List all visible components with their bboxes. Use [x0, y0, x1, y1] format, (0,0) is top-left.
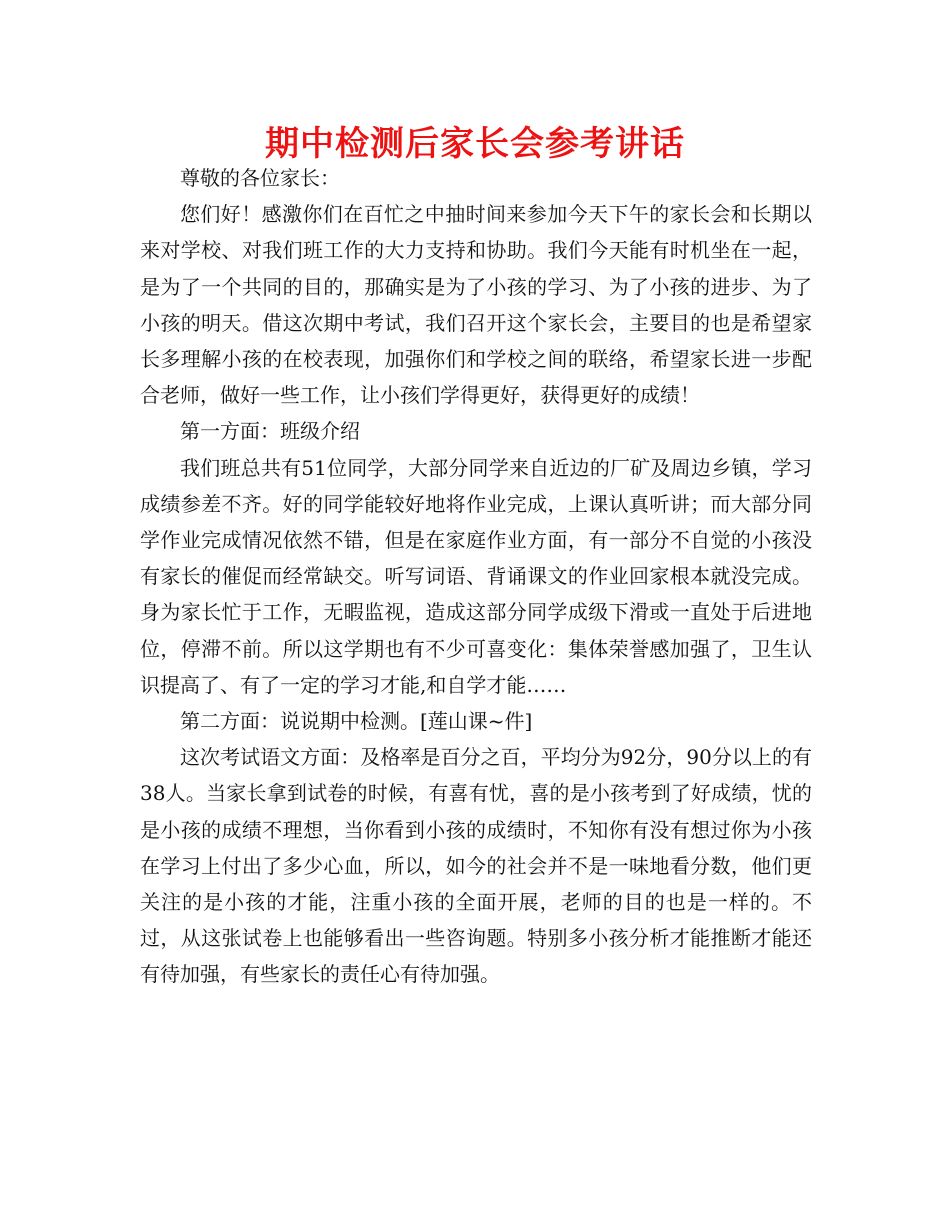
paragraph-midterm: 这次考试语文方面：及格率是百分之百，平均分为92分，90分以上的有38人。当家长拿到试卷的时候，有喜有忧，喜的是小孩考到了好成绩，忧的是小孩的成绩不理想，当你看到小孩的成绩时，不知你有没有想过你为小孩在学习上付出了多少心血，所以，如今的社会并不是一味地看分数，他们更关注的是小孩的才能，注重小孩的全面开展，老师的目的也是一样的。不过，从这张试卷上也能够看出一些咨询题。特别多小孩分析才能推断才能还有待加强，有些家长的责任心有待加强。 [140, 745, 812, 987]
document-title: 期中检测后家长会参考讲话 [265, 124, 685, 164]
paragraph-greeting: 您们好！感激你们在百忙之中抽时间来参加今天下午的家长会和长期以来对学校、对我们班工作的大力支持和协助。我们今天能有时机坐在一起，是为了一个共同的目的，那确实是为了小孩的学习、为了小孩的进步、为了小孩的明天。借这次期中考试，我们召开这个家长会，主要目的也是希望家长多理解小孩的在校表现，加强你们和学校之间的联络，希望家长进一步配合老师，做好一些工作，让小孩们学得更好，获得更好的成绩！ [140, 202, 812, 408]
section-heading-class-intro: 第一方面：班级介绍 [180, 419, 360, 444]
document-body [140, 160, 812, 993]
section-heading-midterm: 第二方面：说说期中检测。[莲山课~件] [180, 709, 533, 734]
paragraph-class-intro: 我们班总共有51位同学，大部分同学来自近边的厂矿及周边乡镇，学习成绩参差不齐。好的同学能较好地将作业完成，上课认真听讲；而大部分同学作业完成情况依然不错，但是在家庭作业方面，有一部分不自觉的小孩没有家长的催促而经常缺交。听写词语、背诵课文的作业回家根本就没完成。身为家长忙于工作，无暇监视，造成这部分同学成级下滑或一直处于后进地位，停滞不前。所以这学期也有不少可喜变化：集体荣誉感加强了，卫生认识提高了、有了一定的学习才能,和自学才能…… [140, 455, 812, 697]
salutation: 尊敬的各位家长： [180, 166, 340, 190]
